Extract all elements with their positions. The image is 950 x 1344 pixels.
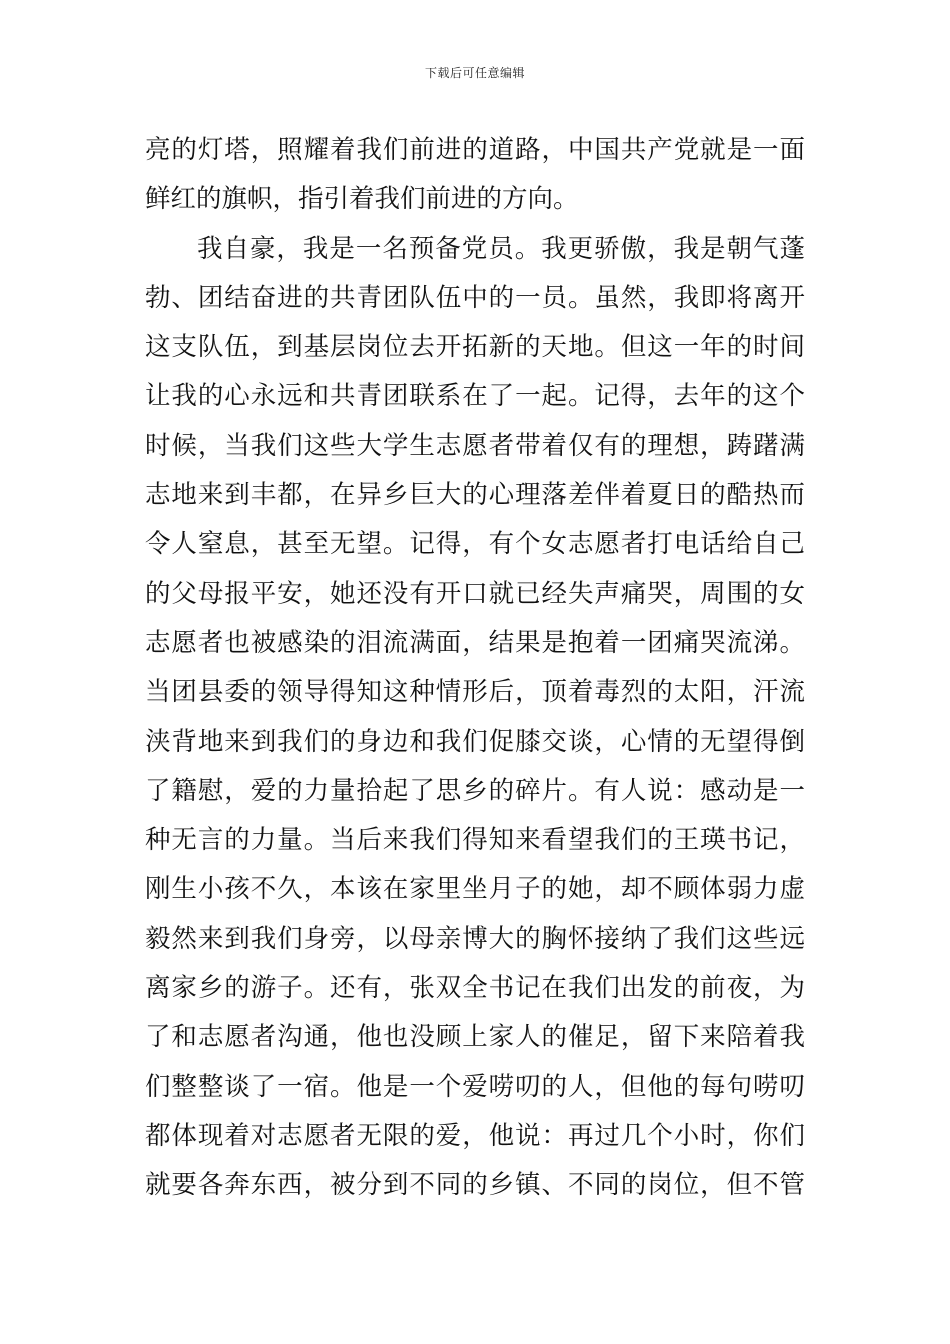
text-line: 亮的灯塔，照耀着我们前进的道路，中国共产党就是一面 [145, 135, 805, 165]
text-line: 刚生小孩不久，本该在家里坐月子的她，却不顾体弱力虚 [145, 874, 805, 905]
paragraph [145, 126, 805, 225]
text-line: 的父母报平安，她还没有开口就已经失声痛哭，周围的女 [145, 578, 805, 609]
text-line: 志愿者也被感染的泪流满面，结果是抱着一团痛哭流涕。 [145, 627, 805, 658]
text-line: 让我的心永远和共青团联系在了一起。记得，去年的这个 [145, 381, 805, 412]
text-line: 这支队伍，到基层岗位去开拓新的天地。但这一年的时间 [145, 332, 805, 363]
text-line: 令人窒息，甚至无望。记得，有个女志愿者打电话给自己 [145, 529, 805, 560]
document-body [145, 126, 805, 1211]
text-line: 勃、团结奋进的共青团队伍中的一员。虽然，我即将离开 [145, 282, 805, 313]
text-line: 浃背地来到我们的身边和我们促膝交谈，心情的无望得倒 [145, 726, 805, 757]
text-line: 离家乡的游子。还有，张双全书记在我们出发的前夜，为 [145, 973, 805, 1004]
text-line: 当团县委的领导得知这种情形后，顶着毒烈的太阳，汗流 [145, 677, 805, 708]
text-line: 们整整谈了一宿。他是一个爱唠叨的人，但他的每句唠叨 [145, 1071, 805, 1102]
text-line: 我自豪，我是一名预备党员。我更骄傲，我是朝气蓬 [197, 233, 805, 264]
text-line: 了籍慰，爱的力量拾起了思乡的碎片。有人说：感动是一 [145, 775, 805, 806]
text-line: 毅然来到我们身旁，以母亲博大的胸怀接纳了我们这些远 [145, 923, 805, 954]
page-header-note: 下载后可任意编辑 [424, 66, 525, 80]
text-line: 了和志愿者沟通，他也没顾上家人的催足，留下来陪着我 [145, 1022, 805, 1053]
text-line: 就要各奔东西，被分到不同的乡镇、不同的岗位，但不管 [145, 1170, 805, 1201]
text-line: 鲜红的旗帜，指引着我们前进的方向。 [145, 184, 579, 215]
paragraph [145, 225, 805, 1211]
text-line: 时候，当我们这些大学生志愿者带着仅有的理想，踌躇满 [145, 430, 805, 461]
text-line: 志地来到丰都，在异乡巨大的心理落差伴着夏日的酷热而 [145, 480, 805, 511]
text-line: 种无言的力量。当后来我们得知来看望我们的王瑛书记， [145, 825, 805, 856]
text-line: 都体现着对志愿者无限的爱，他说：再过几个小时，你们 [145, 1120, 805, 1151]
